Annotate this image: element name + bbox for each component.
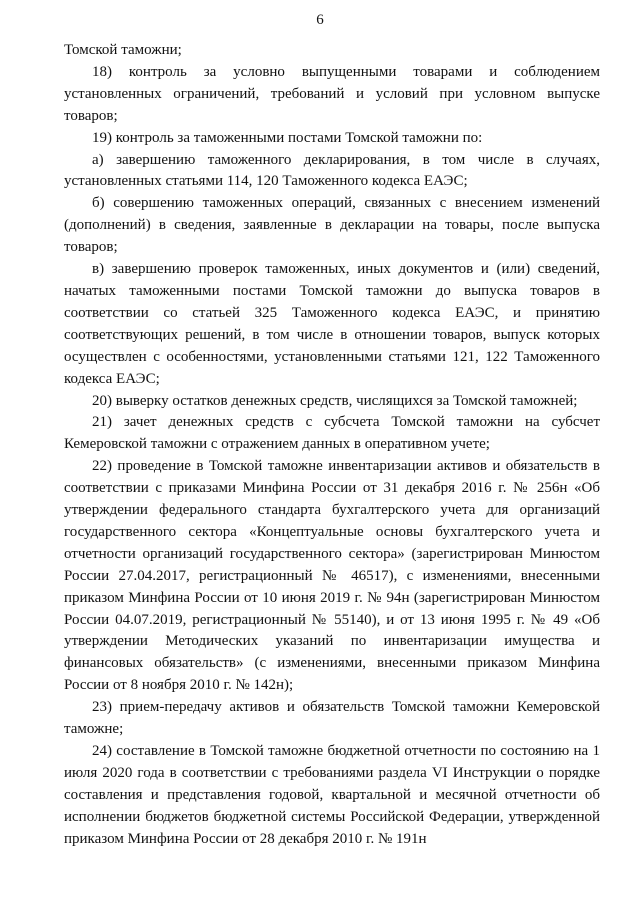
paragraph-item-21: 21) зачет денежных средств с субсчета Томской таможни на субсчет Кемеровской таможни с отражением данных в оперативном учете;	[64, 414, 600, 453]
paragraph-item-22: 22) проведение в Томской таможне инвентаризации активов и обязательств в соответствии с приказами Минфина России от 31 декабря 2016 г. № 256н «Об утверждении федерального стандарта бухгалтерского учета для организаций государственного сектора «Концептуальные основы бухгалтерского учета и отчетности организаций государственного сектора» (зарегистрирован Минюстом России 27.04.2017, регистрационный № 46517), с изменениями, внесенными приказом Минфина России от 10 июня 2019 г. № 94н (зарегистрирован Минюстом России 04.07.2019, регистрационный № 55140), и от 13 июня 1995 г. № 49 «Об утверждении Методических указаний по инвентаризации имущества и финансовых обязательств» (с изменениями, внесенными приказом Минфина России от 8 ноября 2010 г. № 142н);	[64, 458, 600, 694]
paragraph-item-20: 20) выверку остатков денежных средств, числящихся за Томской таможней;	[92, 392, 578, 409]
document-body	[64, 40, 600, 851]
page-number: 6	[316, 12, 324, 28]
paragraph-item-18: 18) контроль за условно выпущенными товарами и соблюдением установленных ограничений, требований и условий при условном выпуске товаров;	[64, 63, 600, 124]
paragraph-item-23: 23) прием-передачу активов и обязательств Томской таможни Кемеровской таможне;	[64, 699, 600, 738]
paragraph-continuation: Томской таможни;	[64, 42, 182, 58]
paragraph-item-19v: в) завершению проверок таможенных, иных документов и (или) сведений, начатых таможенными постами Томской таможни до выпуска товаров в соответствии со статьей 325 Таможенного кодекса ЕАЭС, и принятию соответствующих решений, в том числе в отношении товаров, выпуск которых осуществлен с особенностями, установленными статьями 121, 122 Таможенного кодекса ЕАЭС;	[64, 261, 600, 387]
paragraph-item-19a: а) завершению таможенного декларирования, в том числе в случаях, установленных статьями 114, 120 Таможенного кодекса ЕАЭС;	[64, 151, 600, 190]
paragraph-item-19: 19) контроль за таможенными постами Томской таможни по:	[92, 129, 483, 146]
paragraph-item-19b: б) совершению таможенных операций, связанных с внесением изменений (дополнений) в сведения, заявленные в декларации на товары, после выпуска товаров;	[64, 195, 600, 256]
paragraph-item-24: 24) составление в Томской таможне бюджетной отчетности по состоянию на 1 июля 2020 года в соответствии с требованиями раздела VI Инструкции о порядке составления и представления годовой, квартальной и месячной отчетности об исполнении бюджетов бюджетной системы Российской Федерации, утвержденной приказом Минфина России от 28 декабря 2010 г. № 191н	[64, 743, 600, 847]
